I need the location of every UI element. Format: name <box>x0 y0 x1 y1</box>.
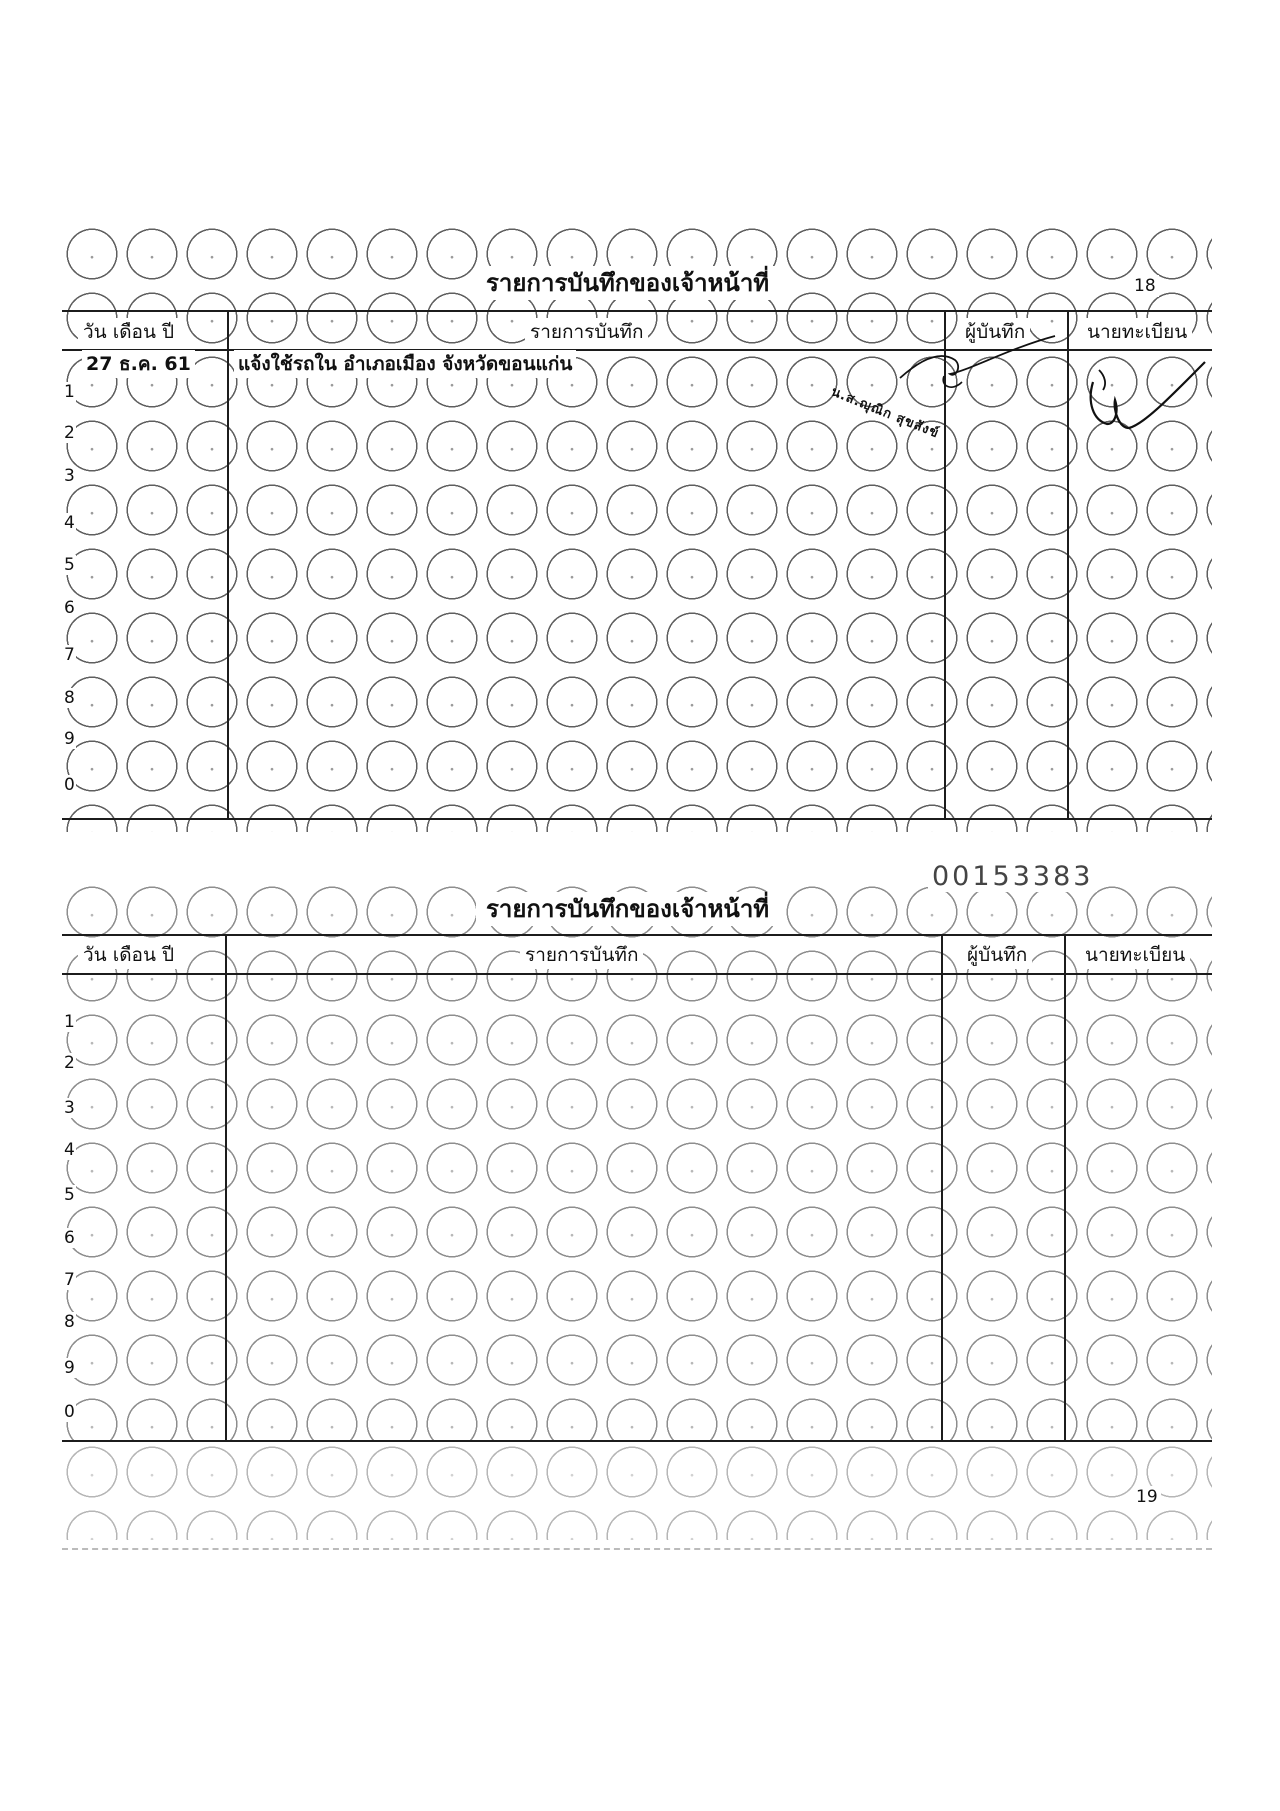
top-page-number: 18 <box>1131 275 1159 297</box>
top-table-divider-date <box>227 310 229 818</box>
top-header-recorder: ผู้บันทึก <box>960 318 1030 346</box>
bottom-table-header-top-rule <box>62 934 1212 936</box>
top-header-registrar: นายทะเบียน <box>1082 318 1192 346</box>
bottom-table-divider-date <box>225 934 227 1440</box>
top-table-bottom-rule <box>62 818 1212 820</box>
bottom-header-date: วัน เดือน ปี <box>78 941 179 969</box>
bottom-header-registrar: นายทะเบียน <box>1080 941 1190 969</box>
bottom-row-number: 0 <box>64 1402 75 1422</box>
top-row-number: 3 <box>64 466 75 486</box>
top-header-date: วัน เดือน ปี <box>78 318 179 346</box>
bottom-edge-dashes <box>62 1548 1212 1550</box>
bottom-row-number: 6 <box>64 1228 75 1248</box>
top-entry-text: แจ้งใช้รถใน อำเภอเมือง จังหวัดขอนแก่น <box>234 350 576 378</box>
top-section-title: รายการบันทึกของเจ้าหน้าที่ <box>476 266 779 300</box>
top-entry-date: 27 ธ.ค. 61 <box>82 350 195 378</box>
bottom-row-number: 8 <box>64 1312 75 1332</box>
bottom-table-header-bottom-rule <box>62 973 1212 975</box>
bottom-page-number: 19 <box>1133 1486 1161 1508</box>
bottom-table-divider-recorder <box>941 934 943 1440</box>
top-table-header-top-rule <box>62 310 1212 312</box>
bottom-table-divider-registrar <box>1064 934 1066 1440</box>
security-pattern-top <box>62 222 1212 832</box>
security-pattern-strip-bottom <box>62 1440 1212 1540</box>
bottom-row-number: 4 <box>64 1140 75 1160</box>
bottom-header-recorder: ผู้บันทึก <box>962 941 1032 969</box>
top-row-number: 1 <box>64 382 75 402</box>
bottom-row-number: 1 <box>64 1012 75 1032</box>
bottom-section-title: รายการบันทึกของเจ้าหน้าที่ <box>476 892 779 926</box>
top-row-number: 0 <box>64 775 75 795</box>
bottom-row-number: 5 <box>64 1185 75 1205</box>
recorder-name-stamp: น.ส.ญุณิก สุขสังข์ <box>828 384 942 442</box>
bottom-header-entry: รายการบันทึก <box>520 941 643 969</box>
bottom-row-number: 7 <box>64 1270 75 1290</box>
top-row-number: 6 <box>64 598 75 618</box>
bottom-row-number: 9 <box>64 1358 75 1378</box>
top-row-number: 5 <box>64 555 75 575</box>
bottom-row-number: 2 <box>64 1053 75 1073</box>
top-row-number: 4 <box>64 513 75 533</box>
bottom-table-bottom-rule <box>62 1440 1212 1442</box>
top-row-number: 2 <box>64 423 75 443</box>
top-row-number: 8 <box>64 688 75 708</box>
top-row-number: 7 <box>64 645 75 665</box>
top-header-entry: รายการบันทึก <box>525 318 648 346</box>
document-serial-number: 00153383 <box>928 862 1097 892</box>
top-row-number: 9 <box>64 729 75 749</box>
registrar-signature <box>1085 352 1210 437</box>
bottom-row-number: 3 <box>64 1098 75 1118</box>
